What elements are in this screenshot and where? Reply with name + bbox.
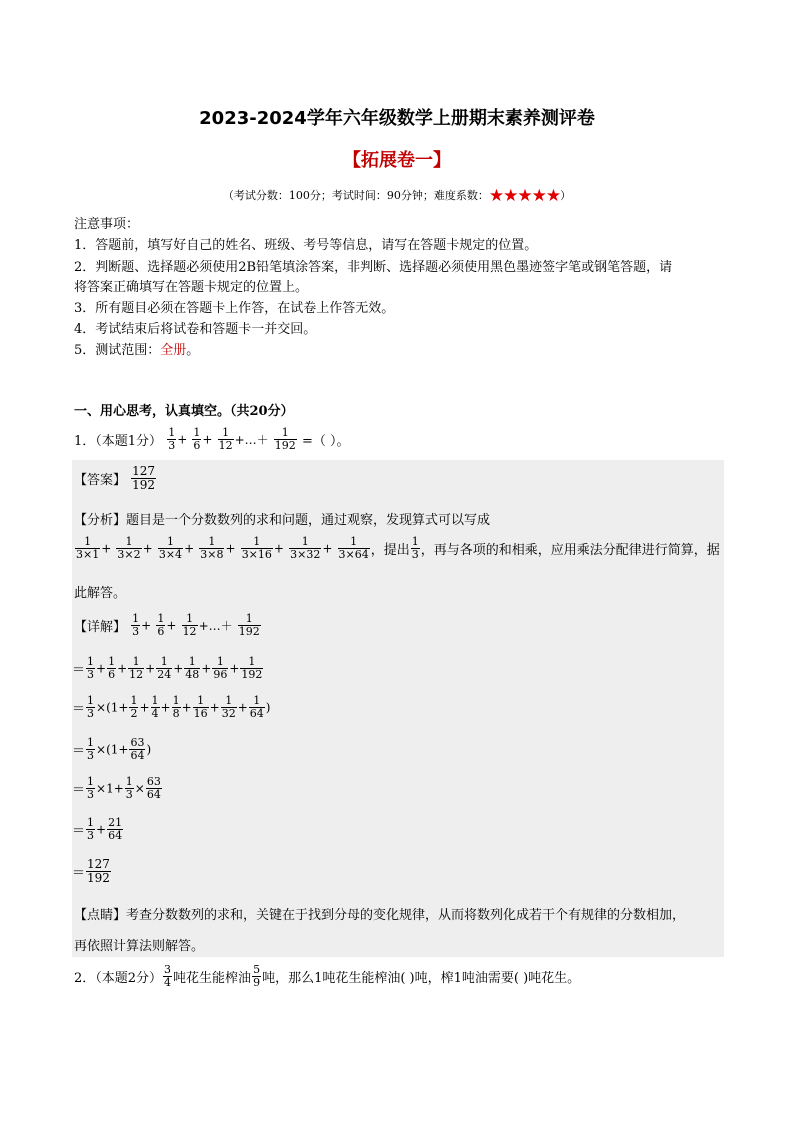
fraction: $\frac{1}{3\times 4}$ xyxy=(158,535,183,561)
q1-blank: =（ ）。 xyxy=(301,434,350,449)
fraction: $\frac{1}{3}$ xyxy=(132,612,140,638)
fraction: $\frac{5}{9}$ xyxy=(253,963,261,989)
note-5-prefix: 5．测试范围： xyxy=(74,343,161,358)
analysis-end: 此解答。 xyxy=(74,586,127,601)
fraction: $\frac{1}{3}$ xyxy=(411,535,419,561)
point-tag: 【点睛】 xyxy=(74,908,127,923)
q2-text-2: 吨，那么1吨花生能榨油( )吨，榨1吨油需要( )吨花生。 xyxy=(262,971,581,986)
section-1-heading: 一、用心思考，认真填空。（共20分） xyxy=(74,404,294,419)
answer-tag: 【答案】 xyxy=(74,473,127,488)
detail-row-6: ＝ $\frac{127}{192}$ xyxy=(72,857,110,885)
question-1: 1．（本题1分） $\frac{1}{3}$ + $\frac{1}{6}$ + $\frac{1}{12}$ +…＋ $\frac{1}{192}$ =（ ）。 xyxy=(74,426,350,452)
fraction: $\frac{1}{3\times 1}$ xyxy=(76,535,100,561)
page-title: 2023-2024学年六年级数学上册期末素养测评卷 xyxy=(199,108,595,129)
paper-subtitle: 【拓展卷一】 xyxy=(343,150,451,171)
note-2b: 将答案正确填写在答题卡规定的位置上。 xyxy=(74,280,309,295)
meta-suffix: ） xyxy=(560,189,572,202)
fraction: $\frac{1}{192}$ xyxy=(274,426,296,452)
q1-label: 1．（本题1分） xyxy=(74,434,163,449)
q1-point-a xyxy=(74,904,685,923)
note-1: 1．答题前，填写好自己的姓名、班级、考号等信息，请写在答题卡规定的位置。 xyxy=(74,238,538,253)
difficulty-stars-icon: ★★★★★ xyxy=(488,186,561,206)
fraction: $\frac{1}{3\times 2}$ xyxy=(117,535,141,561)
analysis-text: 题目是一个分数数列的求和问题，通过观察，发现算式可以写成 xyxy=(126,513,491,528)
q1-answer xyxy=(74,465,157,492)
q1-analysis xyxy=(74,509,490,528)
analysis-formula: $\frac{1}{3\times 1}$ + $\frac{1}{3\times 2}$ + $\frac{1}{3\times 4}$ + $\frac{1}{3\times 8}$ + $\frac{1}{3\times 16}$ + $\frac{1}{3\times 32}$ + $\frac{1}{3\times 64}$ ，提出 $\frac{1}{3}$ ，再与各项的和相乘，应用乘法分配律进行简算，据 xyxy=(76,535,720,561)
answer-fraction: $\frac{127}{192}$ xyxy=(132,464,156,492)
note-4: 4．考试结束后将试卷和答题卡一并交回。 xyxy=(74,322,317,337)
fraction: $\frac{3}{4}$ xyxy=(164,963,172,989)
detail-row-0: 【详解】 $\frac{1}{3}$ + $\frac{1}{6}$ + $\frac{1}{12}$ +…＋ $\frac{1}{192}$ xyxy=(74,612,260,638)
fraction: $\frac{1}{3\times 8}$ xyxy=(200,535,224,561)
fraction: $\frac{1}{3\times 64}$ xyxy=(338,535,369,561)
note-2a: 2．判断题、选择题必须使用2B铅笔填涂答案，非判断、选择题必须使用黑色墨迹签字笔或钢笔答题，请 xyxy=(74,260,673,275)
fraction: $\frac{1}{192}$ xyxy=(238,612,260,638)
detail-row-2: ＝ $\frac{1}{3}$ ×(1+ $\frac{1}{2}$ + $\frac{1}{4}$ + $\frac{1}{8}$ + $\frac{1}{16}$ + $\frac{1}{32}$ + $\frac{1}{64}$ ) xyxy=(72,694,271,720)
detail-row-1: ＝ $\frac{1}{3}$ + $\frac{1}{6}$ + $\frac{1}{12}$ + $\frac{1}{24}$ + $\frac{1}{48}$ + $\frac{1}{96}$ + $\frac{1}{192}$ xyxy=(72,655,263,681)
detail-row-3: ＝ $\frac{1}{3}$ ×(1+ $\frac{63}{64}$ ) xyxy=(72,736,152,762)
question-2 xyxy=(74,964,580,989)
fraction: $\frac{1}{3}$ xyxy=(168,426,176,452)
fraction: $\frac{1}{3\times 32}$ xyxy=(290,535,321,561)
note-3: 3．所有题目必须在答题卡上作答，在试卷上作答无效。 xyxy=(74,301,395,316)
analysis-tail: ，再与各项的和相乘，应用乘法分配律进行简算，据 xyxy=(420,543,720,558)
exam-meta xyxy=(0,186,794,206)
analysis-tag: 【分析】 xyxy=(74,513,127,528)
fraction: $\frac{1}{12}$ xyxy=(218,426,233,452)
fraction: $\frac{1}{6}$ xyxy=(193,426,201,452)
detail-row-4: ＝ $\frac{1}{3}$ ×1+ $\frac{1}{3}$ × $\frac{63}{64}$ xyxy=(72,775,161,801)
detail-row-5: ＝ $\frac{1}{3}$ + $\frac{21}{64}$ xyxy=(72,816,123,842)
fraction: $\frac{1}{3\times 16}$ xyxy=(241,535,272,561)
detail-tag: 【详解】 xyxy=(74,620,127,635)
test-scope: 全册 xyxy=(160,343,187,358)
notes-heading: 注意事项： xyxy=(74,217,140,232)
point-text-a: 考查分数数列的求和，关键在于找到分母的变化规律，从而将数列化成若干个有规律的分数相加， xyxy=(126,908,686,923)
note-5-suffix: 。 xyxy=(186,343,200,358)
meta-prefix: （考试分数：100分；考试时间：90分钟；难度系数： xyxy=(222,189,489,202)
q2-label: 2．（本题2分） xyxy=(74,971,163,986)
note-5 xyxy=(74,339,199,358)
fraction: $\frac{1}{6}$ xyxy=(157,612,165,638)
q2-text-1: 吨花生能榨油 xyxy=(173,971,252,986)
q1-point-b: 再依照计算法则解答。 xyxy=(74,939,205,954)
analysis-mid: ，提出 xyxy=(370,543,410,558)
fraction: $\frac{1}{12}$ xyxy=(182,612,197,638)
